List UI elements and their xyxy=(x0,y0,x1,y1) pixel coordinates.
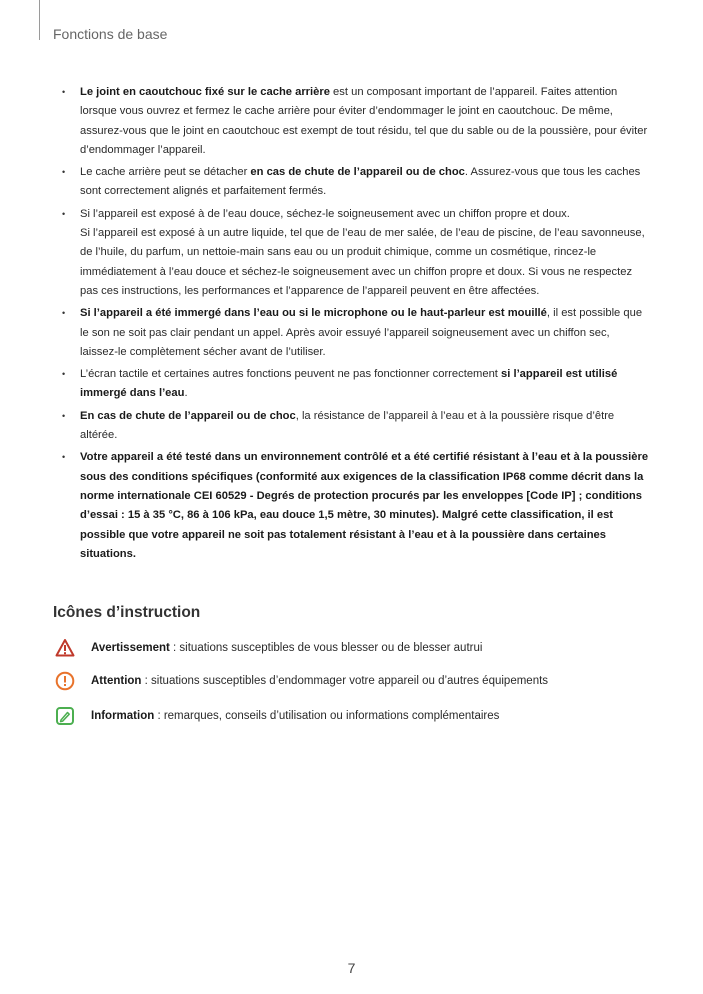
legend-description: : situations susceptibles de vous blesser ou de blesser autrui xyxy=(169,642,483,654)
body-text: , il est possible que le son ne soit pas clair pendant un appel. Après avoir essuyé l’appareil soigneusement avec un chiffon sec, laissez-le complètement sécher avant de l’utiliser. xyxy=(80,307,643,358)
section-title: Icônes d’instruction xyxy=(53,604,201,621)
list-item xyxy=(62,163,650,202)
information-note-icon xyxy=(55,706,75,726)
body-text: L’écran tactile et certaines autres fonctions peuvent ne pas fonctionner correctement xyxy=(80,368,502,381)
legend-description: : remarques, conseils d’utilisation ou informations complémentaires xyxy=(154,710,500,722)
bold-text: Le joint en caoutchouc fixé sur le cache arrière xyxy=(80,86,330,98)
legend-label: Avertissement xyxy=(91,642,170,654)
body-text: Le cache arrière peut se détacher xyxy=(80,166,251,179)
legend-row-warning xyxy=(55,638,482,658)
body-text: . xyxy=(184,387,188,400)
legend-row-information xyxy=(55,706,499,726)
legend-label: Information xyxy=(91,710,155,722)
bold-text: En cas de chute de l’appareil ou de choc xyxy=(80,409,296,422)
body-text: est un composant important de l’appareil. Faites attention lorsque vous ouvrez et fermez le cache arrière pour éviter d’endommager le joint en caoutchouc. De même, assurez-vous que le joint en caoutchouc est exempt de tout résidu, tel que du sable ou de la poussière, pour éviter d’endommager l’appareil. xyxy=(80,86,648,156)
page-number: 7 xyxy=(347,960,356,976)
list-item xyxy=(62,205,650,301)
legend-label: Attention xyxy=(91,675,142,687)
body-paragraph: • Si l’appareil est exposé à de l’eau douce, séchez-le soigneusement avec un chiffon propre et doux. xyxy=(80,207,570,220)
body-text: , la résistance de l’appareil à l’eau et à la poussière risque d’être altérée. xyxy=(80,409,615,442)
list-item xyxy=(62,304,650,362)
bold-text: en cas de chute de l’appareil ou de choc xyxy=(250,166,465,179)
precaution-list xyxy=(62,83,650,567)
list-item xyxy=(62,83,650,160)
list-item xyxy=(62,407,650,446)
bold-text: si l’appareil est utilisé immergé dans l’eau xyxy=(80,368,618,400)
legend-description: : situations susceptibles d’endommager votre appareil ou d’autres équipements xyxy=(141,675,549,687)
list-item xyxy=(62,448,650,564)
legend-row-caution xyxy=(55,671,548,691)
caution-circle-icon xyxy=(55,671,75,691)
bold-text: Votre appareil a été testé dans un environnement contrôlé et a été certifié résistant à l’eau et à la poussière sous des conditions spécifiques (conformité aux exigences de la classification IP68 comme décrit dans la norme internationale CEI 60529 - Degrés de protection procurés par les enveloppes [Code IP] ; conditions d’essai : 15 à 35 °C, 86 à 106 kPa, eau douce 1,5 mètre, 30 minutes). Malgré cette classification, il est possible que votre appareil ne soit pas totalement résistant à l’eau et à la poussière dans certaines situations. xyxy=(80,451,649,560)
header-rule xyxy=(39,0,40,40)
warning-triangle-icon xyxy=(55,638,75,658)
body-text: . Assurez-vous que tous les caches sont correctement alignés et parfaitement fermés. xyxy=(80,166,641,198)
section-header: Fonctions de base xyxy=(53,26,168,42)
body-paragraph: Si l’appareil est exposé à un autre liquide, tel que de l’eau de mer salée, de l’eau de piscine, de l’eau savonneuse, de l’huile, du parfum, un nettoie-main sans eau ou un produit chimique, comme un cosmétique, rincez-le immédiatement à l’eau douce et séchez-le soigneusement avec un chiffon propre et doux. Si vous ne respectez pas ces instructions, les performances et l’apparence de l’appareil peuvent en être affectées. xyxy=(80,227,645,297)
bold-text: Si l’appareil a été immergé dans l’eau ou si le microphone ou le haut-parleur est mouillé xyxy=(80,307,547,320)
list-item xyxy=(62,365,650,404)
